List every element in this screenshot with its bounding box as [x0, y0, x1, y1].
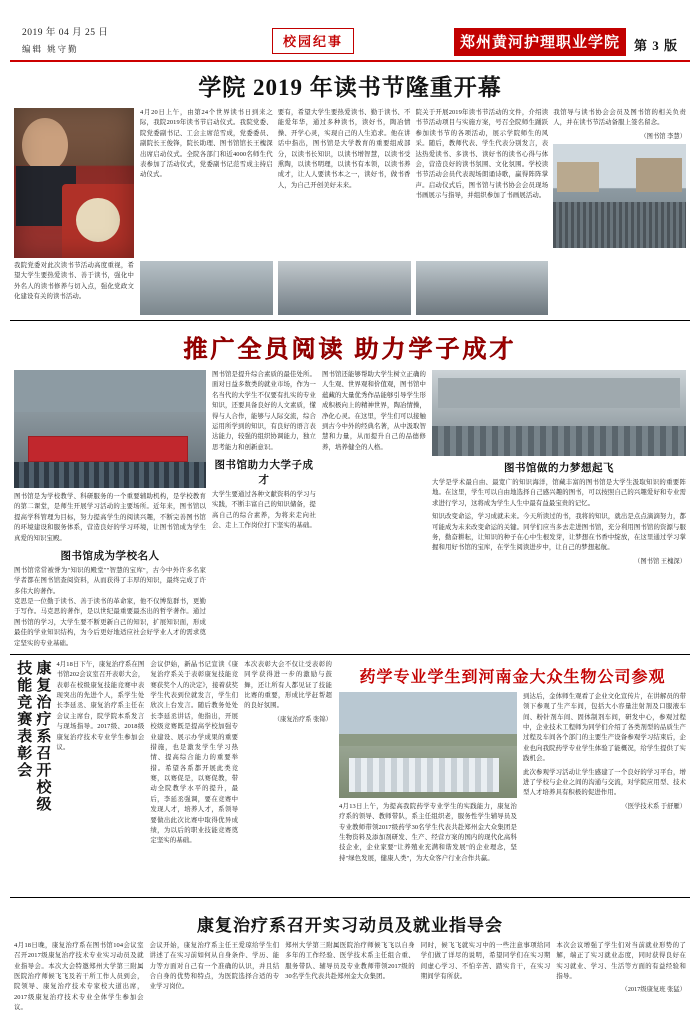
article-1-photo-block — [14, 108, 134, 258]
article-1-spacer — [553, 261, 686, 315]
article-2 — [10, 329, 690, 649]
article-4-p2: 到达后，金体师生观看了企业文化宣传片，在讲解员的带领下参观了生产车间，包括大小容量注射剂及口服液车间、粉针剂车间、固体制剂车间，研发中心，参观过程中，企业技术工程师为同学们介绍了各类剂型的品质生产过程及车间各个部门的主要生产设备参观学习结束后，企业也向我院药学专业学生体验了能概况，给学生提供了实践机会。 — [523, 692, 686, 763]
article-1-col-3: 要有，希望大学生要热爱读书、勤于读书、不能爱年华，通过多种读书，读好书，陶冶情操、开学心灵，实现自己的人生追求。他在讲话中指出，图书馆是大学教育的重要组成部分，以读书长知识，以读书增智慧，以读书受熏陶，以读书明理，以读书有本领，以读书养成才，让人人要读书本之一，读好书，做书香人，为自己开创美好未来。 — [277, 109, 411, 189]
masthead — [10, 0, 690, 62]
article-2-p8: 大学是学术最自由、最宽广的知识海洋，馆藏丰富的图书馆是大学生汲取知识的重要阵地。在这里，学生可以自由地选择自己感兴趣的图书，可以按照自己的兴趣爱好和专业需求进行学习，这将成为学生人生中最有益最宝贵的记忆。 — [432, 479, 686, 507]
article-1-col-4: 院关于开展2019年读书节活动的文件，介绍读书节活动项目与实施方案，号召全院师生踊跃参加读书节的各项活动，展示学院师生的风采。随后，教师代表、学生代表分别发言，表达热爱读书、多读书、读好书的读书心得与体会，营造良好的读书氛围、文化氛围。学校读书节活动会员代表现场朗诵诗歌，赢得阵阵掌声。启动仪式后，图书馆与读书协会会员现场书画展示与指导，并组织参加了书画展活动。 — [415, 109, 549, 199]
masthead-right — [454, 28, 678, 56]
article-2-subhead-1: 图书馆成为学校名人 — [60, 550, 160, 562]
section-title: 校园纪事 — [272, 28, 354, 54]
article-4-p3: 此次参观学习活动让学生感建了一个良好的学习平台，增进了学校与企业之间的沟通与交流，对学院应用型、技术型人才培养具有积极的促进作用。 — [523, 768, 686, 797]
masthead-left — [22, 26, 172, 56]
photo-ceremony-stage — [278, 261, 411, 315]
photo-students-row — [416, 261, 549, 315]
article-1-col-2: 我院党委对此次读书节活动高度重视，希望大学生要热爱读书、善于读书，强化中外名人的读书修养与切入点，强化党政文化建设有关的读书活动。 — [14, 262, 134, 301]
article-2-p6: 图书馆还能够帮助大学生树立正确的人生观、世界观和价值观，图书馆中蕴藏的大量优秀作品能够引导学生形成积极向上的精神世界，陶冶情操，净化心灵。在这里，学生们可以接触到古今中外的经典名著，从中汲取智慧和力量，从而提升自己的品德修养，培养健全的人格。 — [322, 371, 426, 451]
article-5-p2: 会议开始，康复治疗系主任王爱琼给学生们讲述了在实习前如何从自身条件、学历、能力等方面对自己有一个准确的认识，并且结合自身的优势和特点，为医院选择合适的专业学习岗位。 — [149, 941, 280, 991]
article-2-p4: 图书馆是提升综合素质的最佳处所。面对日益多数类的就业市场，作为一名当代的大学生不仅要有扎实的专业知识，还要具备良好的人文素质，懂得与人合作，能够与人际交流，综合运用所学到的知识，有良好的语言表达能力，较强的组织协调能力，独立思考能力和创新意识。 — [212, 371, 316, 451]
photo-group-banner — [14, 370, 206, 488]
article-2-headline: 推广全员阅读 助力学子成才 — [183, 337, 517, 363]
newspaper-logo: 郑州黄河护理职业学院 — [454, 28, 626, 56]
article-4-credit: （医学技术系 于舒雁） — [621, 802, 686, 810]
article-2-col-3 — [322, 370, 426, 649]
article-5 — [10, 903, 690, 1014]
article-2-subhead-3: 图书馆做的力梦想起飞 — [504, 463, 614, 474]
article-2-row — [14, 370, 686, 649]
article-3-col-2 — [150, 660, 238, 892]
photo-campus-crowd — [553, 144, 686, 248]
article-1-lower-cols — [140, 261, 686, 315]
article-2-col-4 — [432, 370, 686, 649]
divider-1 — [10, 320, 690, 321]
article-2-subhead-2: 图书馆助力大学子成才 — [214, 460, 314, 486]
article-2-p7: 知识改变命运，学习成就未来。今天所读过的书，我将的知识，就出是点点滴滴努力，都可能成为未来改变命运的关键。同学们应当多去走进图书馆，充分利用图书馆的资源与服务，勤奋耕耘，让知识的种子在心中生根发芽，让梦想在书香中绽放，在这里通过学习掌握和用好书馆的宝库，在学生阅读进步中，让自己的梦想起航。 — [432, 513, 686, 552]
article-1-col-5-wrap — [553, 108, 686, 258]
article-2-p2: 图书馆常常被誉为"知识的殿堂""智慧的宝库"，古今中外许多名家学者都在图书馆查阅资料，从而获得了丰厚的知识，最终完成了许多伟大的著作。 — [14, 566, 206, 595]
article-2-p5: 大学生要通过各种文献资料的学习与实践，不断丰富自己的知识储备，提高自己的综合素养，为将来走向社会、走上工作岗位打下坚实的基础。 — [212, 491, 316, 530]
article-3-headline-line2: 技能竞赛表彰会 — [15, 659, 32, 779]
article-1-lower — [10, 261, 690, 315]
publication-date: 2019 年 04 月 25 日 — [22, 28, 109, 38]
article-5-p5: 本次会议增强了学生们对当前就业形势的了解，端正了实习就业态度，同时获得良好在实习就业、学习、生活等方面的有益经验和指导。 — [556, 941, 686, 980]
article-3-title-block — [14, 660, 51, 892]
article-1 — [10, 69, 690, 315]
article-4-p1: 4月13日上午，为提高我院药学专业学生的实践能力，康复治疗系的领导、教师带队，系主任组织老，服务性学生辅导员及专业教师带领2017级药学30名学生代表共赴郑州金大众集团是生物资料及添加剂研发、生产、经营方案的国内的现代化高科技企业，企业家要"让养殖业充满和谐发展"的企业理念，坚持"绿色发展，健康人类"，为大众客户行业合作共赢。 — [339, 802, 517, 862]
article-4-row — [339, 692, 686, 864]
article-1-col-1: 4月20日上午，由第24个世界读书日到来之际，我院2019年读书节启动仪式。我院党委、院党委副书记、工会主席范雪成，党委委员、副院长王俊锋，院长助理、图书馆馆长王槐深出席启动仪式。全院各部门和近4000名师生代表参加了活动仪式，党委副书记范雪成主持启动仪式。 — [140, 109, 273, 179]
article-2-credit: （图书馆 王槐深） — [634, 557, 686, 565]
photo-library-reading-room — [432, 370, 686, 456]
article-3-cols — [57, 660, 333, 892]
article-5-credit: （2017级康复班 张猛） — [621, 986, 686, 994]
article-2-p3: 克思是一位勤于读书、善于读书的革命家，他不仅博览群书，更勤于写作。马克思的著作，是以世纪最重要最杰出的哲学著作。通过图书馆的学习，大学生要不断更新自己的知识，扩展知识面，形成最佳的学业知识结构，为今后更好地适应社会好学业人才的需求奠定坚实的专业基础。 — [14, 598, 206, 647]
article-5-p3: 郑州大学第三附属医院治疗师候飞飞以自身多年的工作经验、医学技术系主任组合重、服务带队、辅导员及专业教师带领2017级的30名学生代表共赴郑州金大众集团。 — [285, 941, 415, 980]
article-3-p3: 本次表彰大会不仅让受表彰的同学获得进一步的激励与鼓舞，还让所有人都见证了技能比赛的重要，形成比学赶帮超的良好氛围。 — [244, 660, 332, 710]
article-5-p4: 同时，候飞飞就实习中的一些注意事项给同学们做了详尽的说明，希望同学们在实习期间虚心学习、不怕辛苦、踏实肯干，在实习期间学有所获。 — [420, 941, 551, 980]
article-3-credit: （康复治疗系 张锦） — [273, 715, 332, 723]
article-5-p1: 4月18日晚，康复治疗系在图书馆104会议室召开2017级康复治疗技术专业实习动员及就业指导会。本次大会特邀郑州大学第三附属医院治疗师候飞飞及若干所工作人员到会，院领导、康复治疗技术专家校大道出席，2017级康复治疗技术专业全体学生参加会议。 — [14, 941, 144, 1012]
article-5-headline: 康复治疗系召开实习动员及就业指导会 — [197, 915, 503, 935]
photo-company-visit — [339, 692, 517, 798]
article-4-headline: 药学专业学生到河南金大众生物公司参观 — [359, 668, 666, 686]
photo-speaker-podium — [14, 108, 134, 258]
article-5-col-5 — [556, 941, 686, 1014]
divider-3 — [10, 897, 690, 898]
article-1-headline: 学院 2019 年读书节隆重开幕 — [198, 75, 502, 100]
article-4 — [339, 660, 686, 892]
article-1-lower-photo-note — [14, 261, 134, 315]
photo-audience-hall — [140, 261, 273, 315]
page-number: 第 3 版 — [633, 38, 678, 53]
article-3-col-3 — [244, 660, 332, 892]
editor-name: 编辑 姚守勤 — [22, 44, 79, 55]
bottom-section — [10, 660, 690, 892]
article-1-columns — [140, 108, 686, 258]
article-1-col-5: 我馆导与读书协会会员及图书馆的相关负责人，并在读书节活动备服上签名留念。 — [553, 109, 686, 127]
article-1-body — [10, 108, 690, 258]
article-2-left — [14, 370, 206, 649]
article-4-photo-block — [339, 692, 517, 864]
article-5-columns — [14, 941, 686, 1014]
article-3-p2: 会议伊始，新晶书记宣读《康复治疗系关于表彰康复技能竞赛获奖个人的决定》，接着获奖学生代表到位就发言，学生们欣次上台发言。随后教务处处长李延丞讲话，他指出，开展校级竞赛既是提高学校加强专业建设、展示办学成果的重要措施，也是激发学生学习热情、提高综合能力的重要举措。希望各系都开展此类竞赛，以赛促是，以赛促教，带动全院教学水平的提升，最后，李延丞强调，要在竞赛中发现人才，培养人才，系领导要做出此次比赛中取得优异成绩，为以后的职业技能竞赛奠定坚实的基础。 — [150, 660, 239, 845]
article-3 — [14, 660, 332, 892]
article-1-col-4-wrap — [416, 108, 549, 258]
article-3-headline-line1: 康复治疗系召开校级 — [34, 659, 51, 813]
article-2-p1: 图书馆是为学校教学、科研服务的一个重要辅助机构，是学校教育的第二课堂，是师生开展学习活动的主要场所。近年来，图书馆以提高学科管理为目标，努力提高学生的阅读兴趣，不断完善图书馆的环境建设和服务体系，营造良好的学习环境，让图书馆成为学生真爱的知识宝殿。 — [14, 493, 206, 542]
article-1-credit: （图书馆 李慧） — [640, 132, 686, 140]
article-2-p7-wrap — [432, 478, 686, 509]
article-3-p1: 4月18日下午，康复治疗系在图书馆202会议室召开表彰大会，表彰在校级康复技能竞赛中表现突出的先进个人，系学生处长李延丞、康复治疗系主任在会议主席台，院学院本系发言与现场指导。2017级、2018级康复治疗技术专业学生参加会议。 — [56, 660, 145, 751]
masthead-center — [172, 28, 454, 56]
article-4-col-2 — [523, 692, 686, 864]
divider-2 — [10, 654, 690, 655]
article-2-col-2 — [212, 370, 316, 649]
